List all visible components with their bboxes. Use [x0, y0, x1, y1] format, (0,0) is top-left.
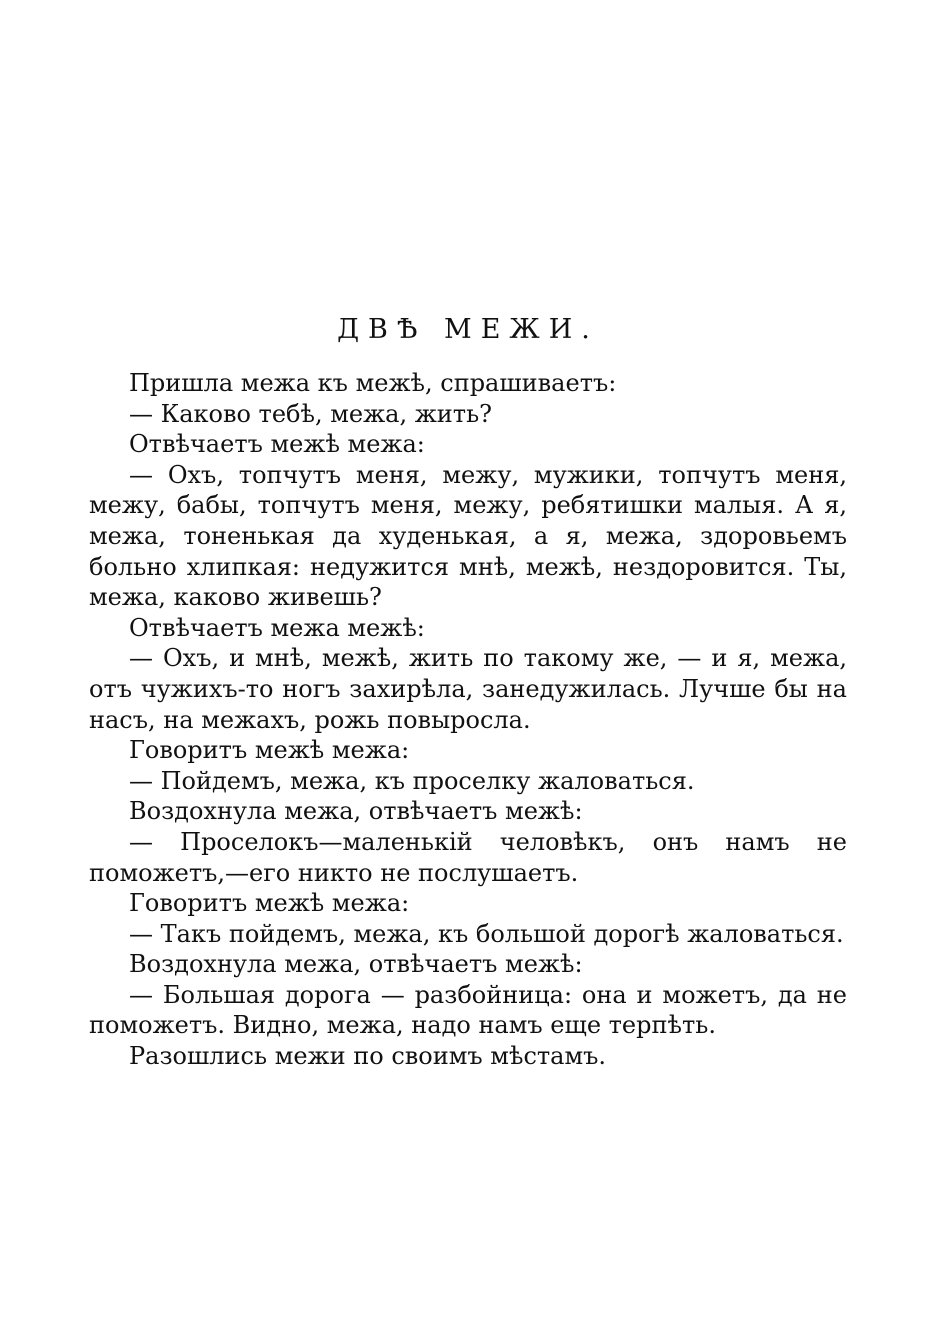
paragraph: Говоритъ межѣ межа:: [129, 736, 410, 765]
paragraph: — Охъ, топчутъ меня, межу, мужики, топчутъ меня, межу, бабы, топчутъ меня, межу, ребятишки малыя. А я, межа, тоненькая да худенькая, а я, межа, здоровьемъ больно хлипкая: недужится мнѣ, межѣ, нездоровится. Ты, межа, каково живешь?: [89, 460, 847, 612]
story-text: [89, 368, 847, 1072]
paragraph: Воздохнула межа, отвѣчаетъ межѣ:: [129, 950, 583, 979]
paragraph: — Каково тебѣ, межа, жить?: [129, 399, 493, 428]
paragraph: Разошлись межи по своимъ мѣстамъ.: [129, 1042, 607, 1071]
paragraph: Говоритъ межѣ межа:: [129, 889, 410, 918]
paragraph: — Такъ пойдемъ, межа, къ большой дорогѣ жаловаться.: [129, 919, 844, 948]
paragraph: Отвѣчаетъ межа межѣ:: [129, 613, 425, 642]
paragraph: — Проселокъ—маленькій человѣкъ, онъ намъ не поможетъ,—его никто не послушаетъ.: [89, 827, 847, 887]
paragraph: Пришла межа къ межѣ, спрашиваетъ:: [129, 369, 617, 397]
page-title: ДВѢ МЕЖИ.: [337, 314, 599, 345]
paragraph: Отвѣчаетъ межѣ межа:: [129, 430, 425, 459]
paragraph: Воздохнула межа, отвѣчаетъ межѣ:: [129, 797, 583, 826]
paragraph: — Большая дорога — разбойница: она и можетъ, да не поможетъ. Видно, межа, надо намъ еще терпѣть.: [89, 980, 847, 1040]
paragraph: — Охъ, и мнѣ, межѣ, жить по такому же, — и я, межа, отъ чужихъ-то ногъ захирѣла, занедужилась. Лучше бы на насъ, на межахъ, рожь повыросла.: [89, 644, 847, 734]
paragraph: — Пойдемъ, межа, къ проселку жаловаться.: [129, 766, 695, 795]
